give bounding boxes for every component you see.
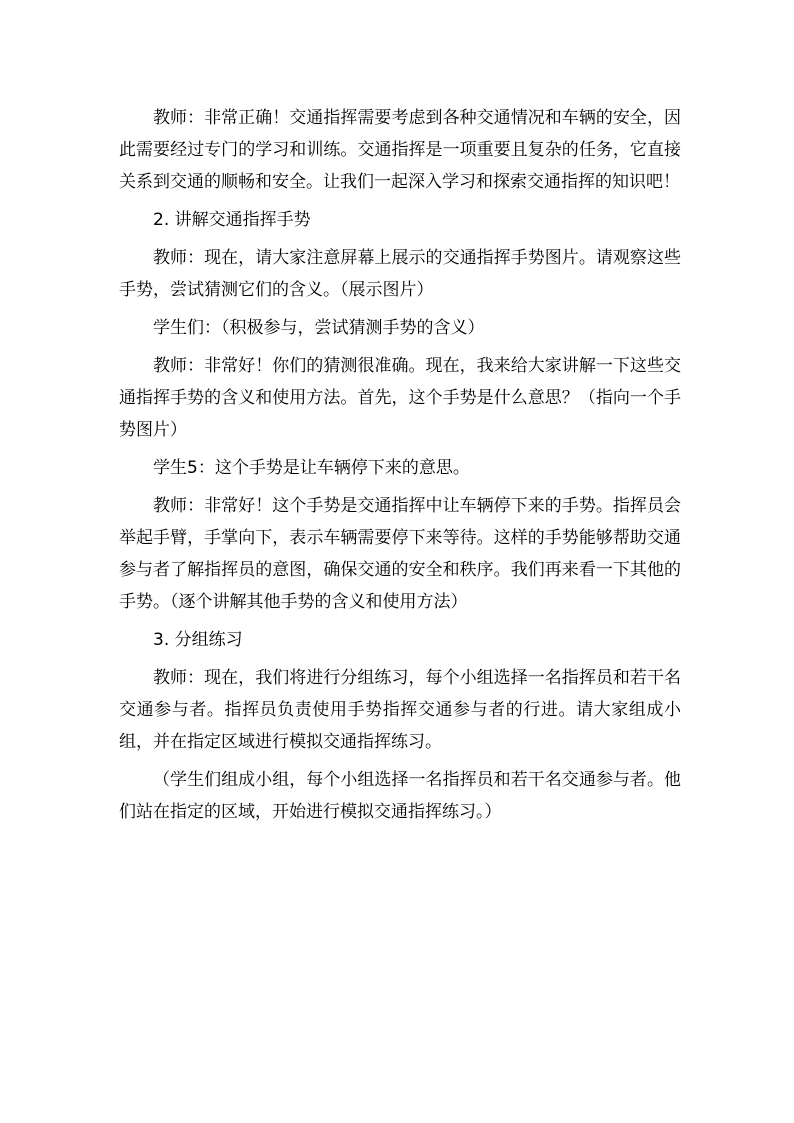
students-paragraph-1: 学生们：（积极参与，尝试猜测手势的含义）	[153, 318, 485, 338]
section-heading-3: 3. 分组练习	[153, 630, 243, 650]
student5-paragraph: 学生5：这个手势是让车辆停下来的意思。	[153, 458, 470, 478]
teacher-paragraph-5: 教师：现在，我们将进行分组练习，每个小组选择一名指挥员和若干名交通参与者。指挥员负责使用手势指挥交通参与者的行进。请大家组成小组，并在指定区域进行模拟交通指挥练习。	[119, 668, 681, 752]
section-heading-2: 2. 讲解交通指挥手势	[153, 210, 311, 230]
teacher-paragraph-3: 教师：非常好！你们的猜测很准确。现在，我来给大家讲解一下这些交通指挥手势的含义和使用方法。首先，这个手势是什么意思？（指向一个手势图片）	[119, 356, 681, 440]
teacher-paragraph-4: 教师：非常好！这个手势是交通指挥中让车辆停下来的手势。指挥员会举起手臂，手掌向下，表示车辆需要停下来等待。这样的手势能够帮助交通参与者了解指挥员的意图，确保交通的安全和秩序。我们再来看一下其他的手势。（逐个讲解其他手势的含义和使用方法）	[119, 496, 681, 612]
document-body	[119, 102, 681, 834]
stage-direction-paragraph: （学生们组成小组，每个小组选择一名指挥员和若干名交通参与者。他们站在指定的区域，开始进行模拟交通指挥练习。）	[119, 770, 681, 822]
teacher-paragraph-1: 教师：非常正确！交通指挥需要考虑到各种交通情况和车辆的安全，因此需要经过专门的学习和训练。交通指挥是一项重要且复杂的任务，它直接关系到交通的顺畅和安全。让我们一起深入学习和探索交通指挥的知识吧！	[119, 108, 681, 192]
teacher-paragraph-2: 教师：现在，请大家注意屏幕上展示的交通指挥手势图片。请观察这些手势，尝试猜测它们的含义。（展示图片）	[119, 248, 681, 300]
